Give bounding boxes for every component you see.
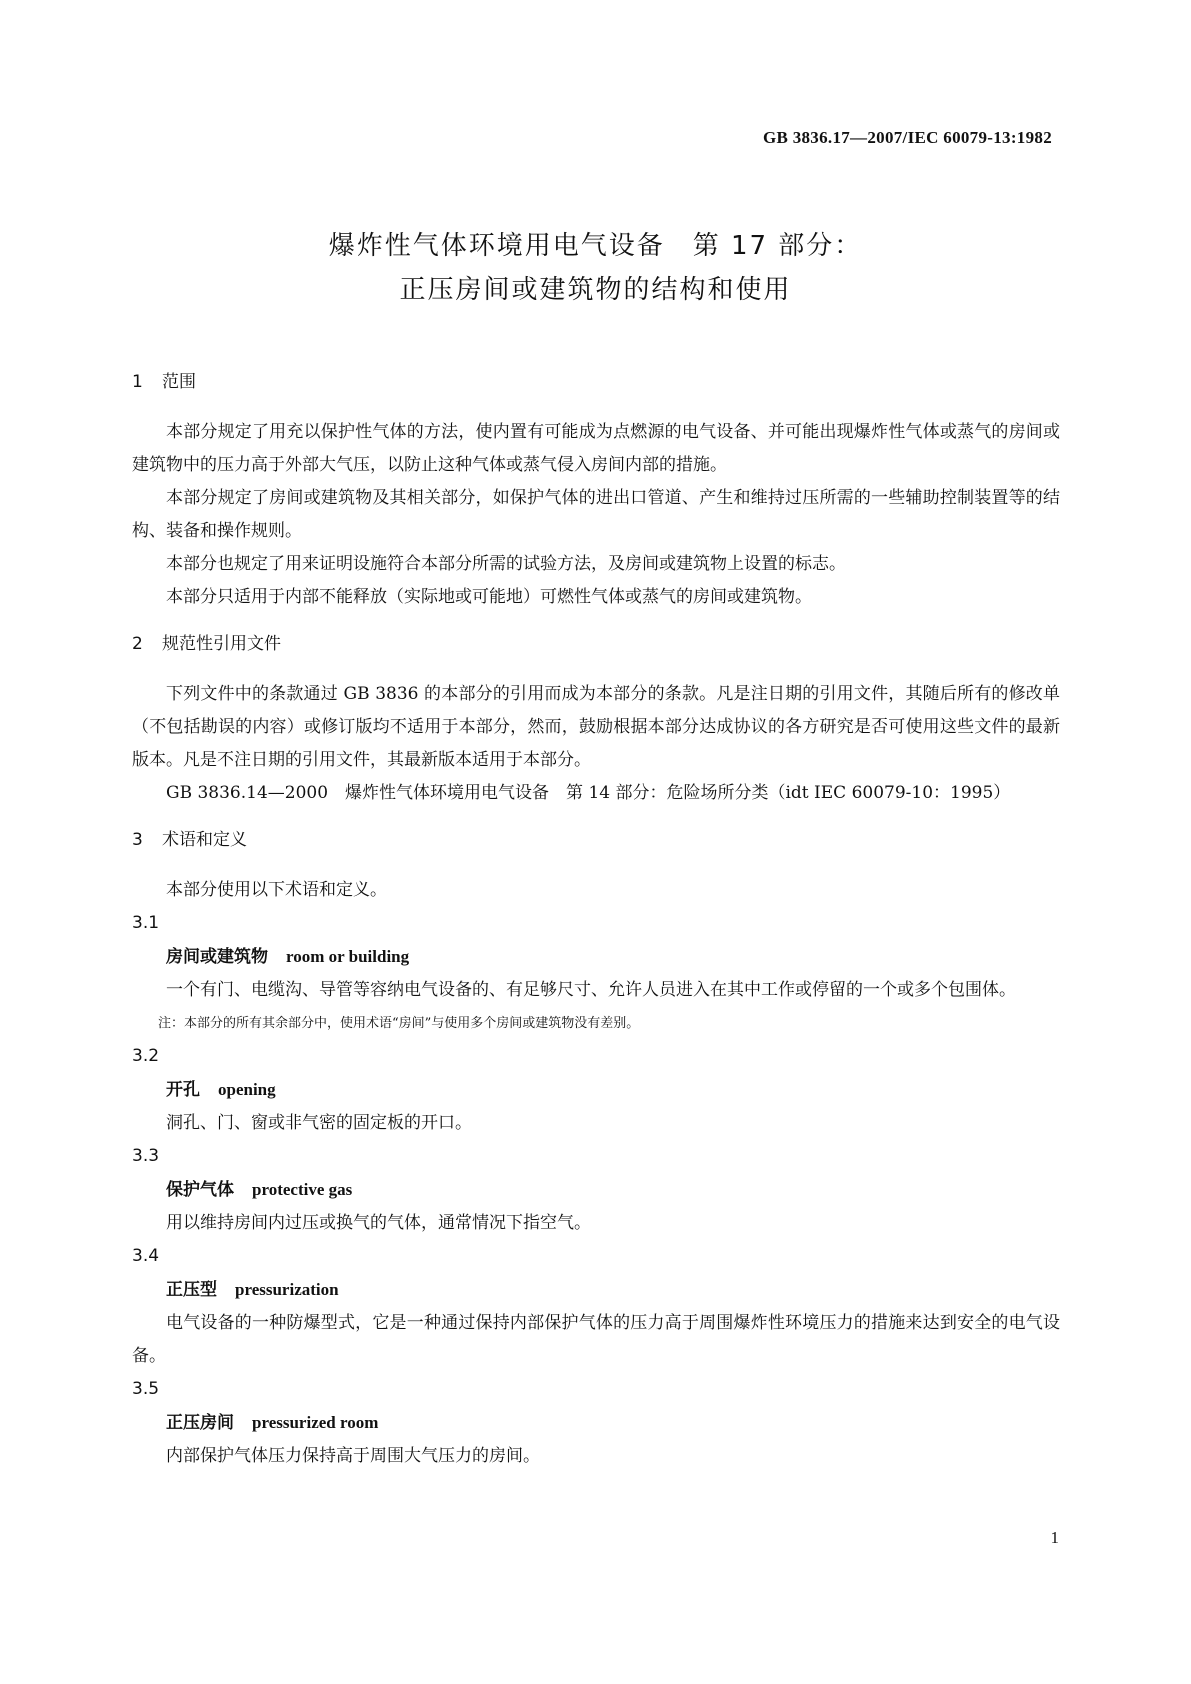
term-number: 3.4: [132, 1246, 160, 1266]
section-number: 1: [132, 372, 143, 392]
term-heading: [132, 1273, 1060, 1307]
reference-entry: GB 3836.14—2000 爆炸性气体环境用电气设备 第 14 部分：危险场所分类（idt IEC 60079-10：1995）: [166, 783, 1011, 803]
term-definition: 一个有门、电缆沟、导管等容纳电气设备的、有足够尺寸、允许人员进入在其中工作或停留的一个或多个包围体。: [166, 980, 1016, 1000]
term-english: opening: [218, 1080, 276, 1099]
section-heading-scope: [132, 370, 1060, 394]
scope-paragraph: 本部分只适用于内部不能释放（实际地或可能地）可燃性气体或蒸气的房间或建筑物。: [166, 587, 812, 607]
term-definition: 内部保护气体压力保持高于周围大气压力的房间。: [166, 1446, 540, 1466]
term-chinese: 正压型: [166, 1280, 217, 1300]
document-title-line-1: 爆炸性气体环境用电气设备 第 17 部分：: [328, 231, 863, 261]
section-heading-terms: [132, 828, 1060, 852]
scope-paragraph: 本部分也规定了用来证明设施符合本部分所需的试验方法，及房间或建筑物上设置的标志。: [166, 554, 846, 574]
term-heading: [132, 1173, 1060, 1207]
term-english: pressurized room: [252, 1413, 379, 1432]
term-english: pressurization: [235, 1280, 339, 1299]
term-english: room or building: [286, 947, 410, 966]
page-number: 1: [1050, 1528, 1059, 1547]
term-chinese: 保护气体: [166, 1180, 234, 1200]
term-chinese: 开孔: [166, 1080, 200, 1100]
term-number: 3.2: [132, 1046, 160, 1066]
references-paragraph: 下列文件中的条款通过 GB 3836 的本部分的引用而成为本部分的条款。凡是注日期的引用文件，其随后所有的修改单（不包括勘误的内容）或修订版均不适用于本部分，然而，鼓励根据本部分达成协议的各方研究是否可使用这些文件的最新版本。凡是不注日期的引用文件，其最新版本适用于本部分。: [132, 684, 1060, 770]
term-number: 3.5: [132, 1379, 160, 1399]
term-heading: [132, 1406, 1060, 1440]
section-title: 范围: [162, 372, 196, 392]
section-title: 规范性引用文件: [162, 634, 281, 654]
standard-code: GB 3836.17—2007/IEC 60079-13:1982: [763, 128, 1052, 147]
term-number: 3.3: [132, 1146, 160, 1166]
term-heading: [132, 940, 1060, 974]
terms-intro: 本部分使用以下术语和定义。: [166, 880, 387, 900]
term-note: 注：本部分的所有其余部分中，使用术语“房间”与使用多个房间或建筑物没有差别。: [158, 1016, 640, 1031]
term-chinese: 正压房间: [166, 1413, 234, 1433]
section-number: 3: [132, 830, 143, 850]
section-number: 2: [132, 634, 143, 654]
scope-paragraph: 本部分规定了用充以保护性气体的方法，使内置有可能成为点燃源的电气设备、并可能出现爆炸性气体或蒸气的房间或建筑物中的压力高于外部大气压，以防止这种气体或蒸气侵入房间内部的措施。: [132, 422, 1060, 475]
term-definition: 用以维持房间内过压或换气的气体，通常情况下指空气。: [166, 1213, 591, 1233]
section-heading-references: [132, 632, 1060, 656]
term-definition: 洞孔、门、窗或非气密的固定板的开口。: [166, 1113, 472, 1133]
term-chinese: 房间或建筑物: [166, 947, 268, 967]
term-english: protective gas: [252, 1180, 353, 1199]
term-number: 3.1: [132, 913, 160, 933]
document-body: [132, 370, 1060, 1473]
term-heading: [132, 1073, 1060, 1107]
section-title: 术语和定义: [162, 830, 247, 850]
term-definition: 电气设备的一种防爆型式，它是一种通过保持内部保护气体的压力高于周围爆炸性环境压力的措施来达到安全的电气设备。: [132, 1313, 1060, 1366]
document-title-line-2: 正压房间或建筑物的结构和使用: [399, 275, 792, 305]
scope-paragraph: 本部分规定了房间或建筑物及其相关部分，如保护气体的进出口管道、产生和维持过压所需的一些辅助控制装置等的结构、装备和操作规则。: [132, 488, 1060, 541]
